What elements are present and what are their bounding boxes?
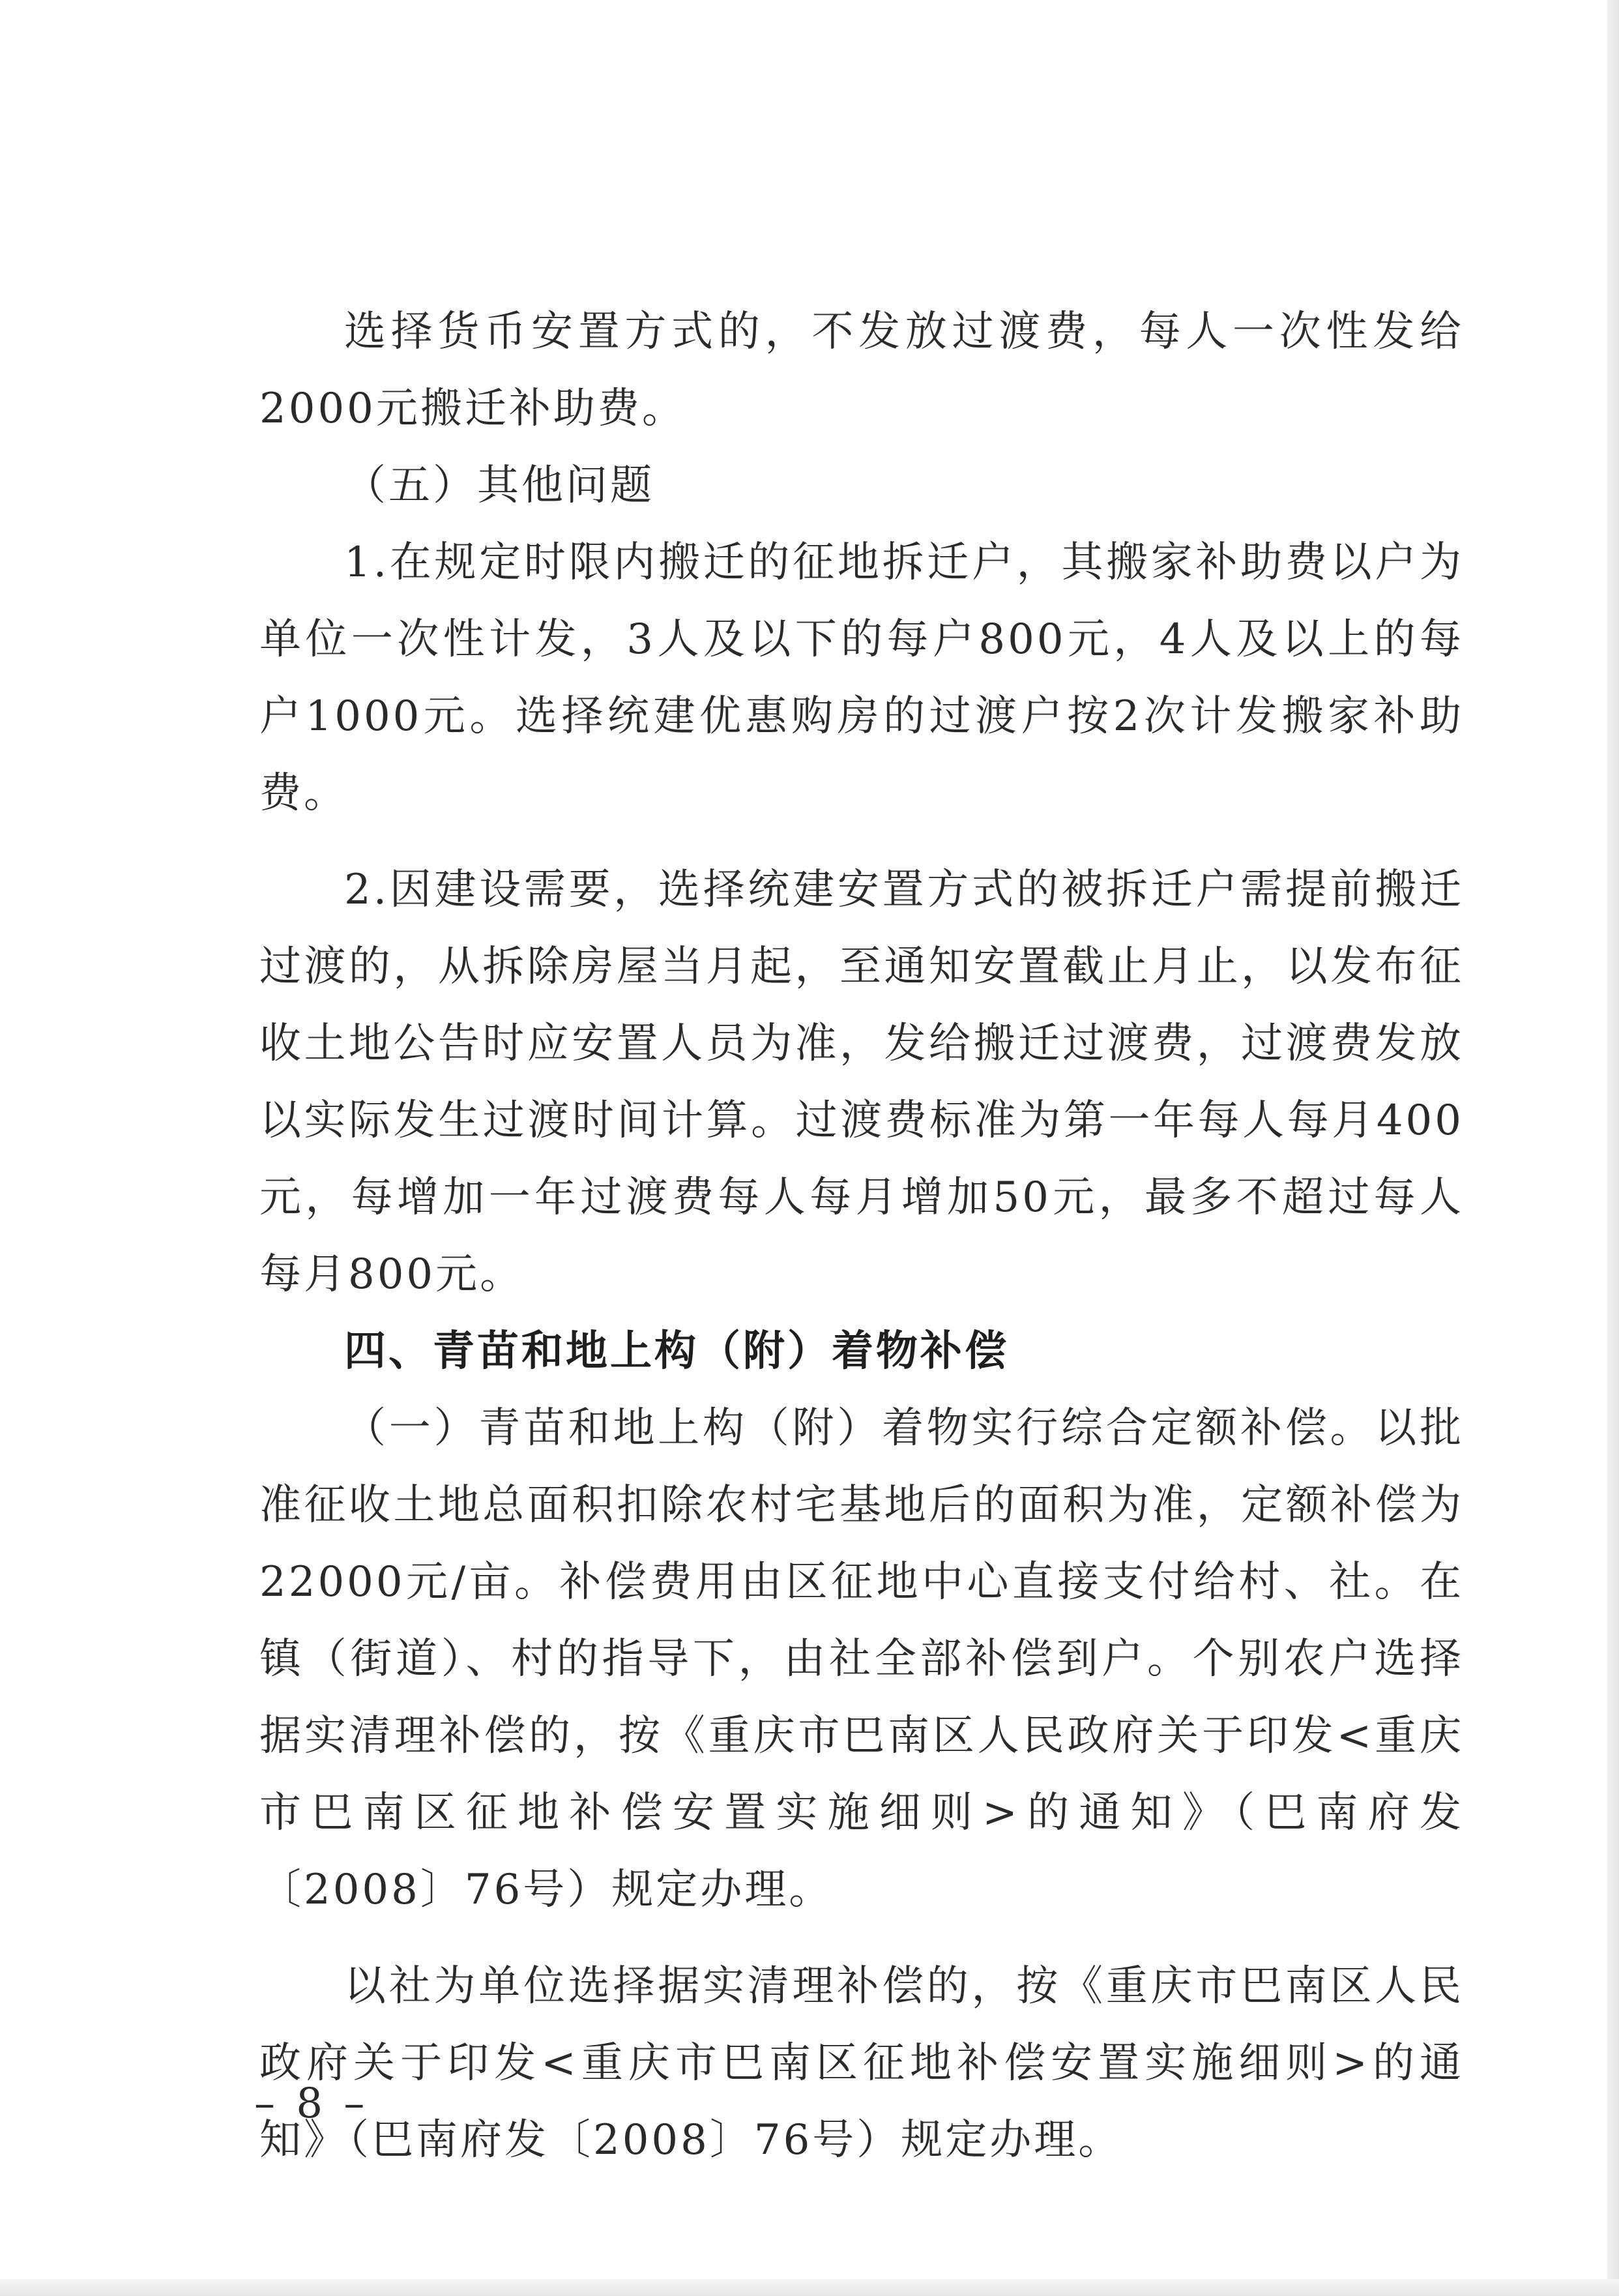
document-body <box>259 293 1464 2179</box>
scan-edge-shadow <box>1607 0 1619 2296</box>
paragraph-monetary-resettlement: 选择货币安置方式的，不发放过渡费，每人一次性发给2000元搬迁补助费。 <box>259 308 1464 433</box>
section-heading-other-issues: （五）其他问题 <box>344 462 654 510</box>
paragraph-moving-subsidy: 1.在规定时限内搬迁的征地拆迁户，其搬家补助费以户为单位一次性计发，3人及以下的每户800元，4人及以上的每户1000元。选择统建优惠购房的过渡户按2次计发搬家补助费。 <box>259 538 1464 817</box>
paragraph-community-compensation: 以社为单位选择据实清理补偿的，按《重庆市巴南区人民政府关于印发<重庆市巴南区征地补偿安置实施细则>的通知》（巴南府发〔2008〕76号）规定办理。 <box>259 1962 1464 2164</box>
paragraph-transition-fee: 2.因建设需要，选择统建安置方式的被拆迁户需提前搬迁过渡的，从拆除房屋当月起，至通知安置截止月止，以发布征收土地公告时应安置人员为准，发给搬迁过渡费，过渡费发放以实际发生过渡时间计算。过渡费标准为第一年每人每月400元，每增加一年过渡费每人每月增加50元，最多不超过每人每月800元。 <box>259 866 1464 1299</box>
page-number: – 8 – <box>254 2080 369 2128</box>
paragraph-fixed-compensation: （一）青苗和地上构（附）着物实行综合定额补偿。以批准征收土地总面积扣除农村宅基地后的面积为准，定额补偿为22000元/亩。补偿费用由区征地中心直接支付给村、社。在镇（街道）、村的指导下，由社全部补偿到户。个别农户选择据实清理补偿的，按《重庆市巴南区人民政府关于印发<重庆市巴南区征地补偿安置实施细则>的通知》（巴南府发〔2008〕76号）规定办理。 <box>259 1404 1464 1914</box>
scan-bottom-shadow <box>0 2279 1619 2296</box>
section-heading-crops-compensation: 四、青苗和地上构（附）着物补偿 <box>344 1327 1009 1376</box>
